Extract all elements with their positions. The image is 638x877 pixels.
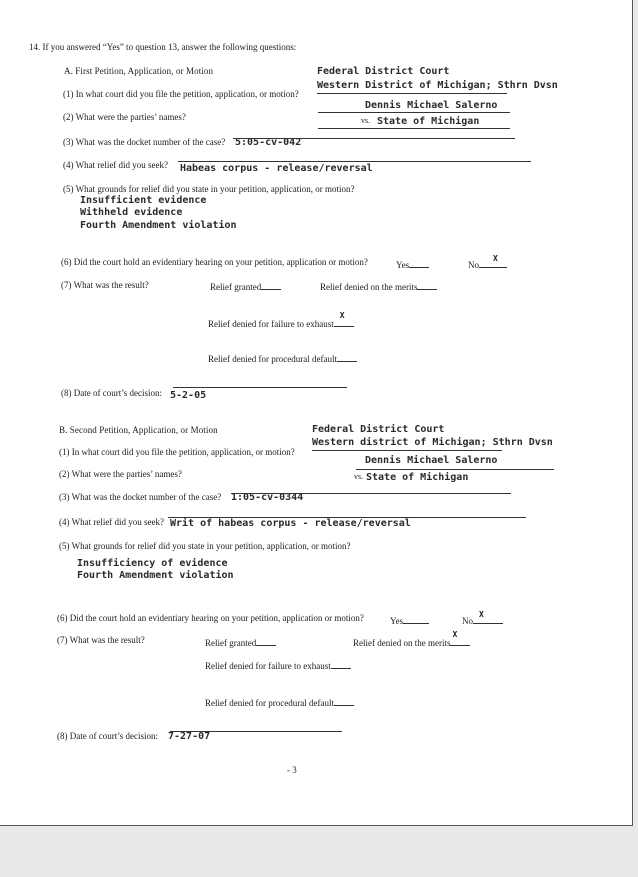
second-relief-default[interactable] xyxy=(205,696,354,708)
second-relief-underline xyxy=(168,517,526,518)
second-grounds-label: (5) What grounds for relief did you state in your petition, application, or motion? xyxy=(59,541,351,551)
first-docket-value: 5:05-cv-042 xyxy=(235,137,302,148)
second-relief-value: Writ of habeas corpus - release/reversal xyxy=(170,518,411,529)
yes-label: Yes xyxy=(390,616,404,626)
question-14-text: 14. If you answered “Yes” to question 13, answer the following questions: xyxy=(29,42,297,52)
first-no-mark: X xyxy=(493,254,498,263)
second-hearing-label: (6) Did the court hold an evidentiary hearing on your petition, application or motion? xyxy=(57,613,364,623)
second-docket-label: (3) What was the docket number of the case? xyxy=(59,492,222,502)
merits-label: Relief denied on the merits xyxy=(320,282,418,292)
exhaust-label: Relief denied for failure to exhaust xyxy=(205,661,331,671)
first-ground-1: Insufficient evidence xyxy=(80,195,207,206)
first-relief-default[interactable] xyxy=(208,352,357,364)
first-party1-underline xyxy=(318,112,510,113)
first-ground-2: Withheld evidence xyxy=(80,207,183,218)
second-relief-merits[interactable] xyxy=(353,630,470,648)
second-no-mark: X xyxy=(479,610,484,619)
first-hearing-no[interactable] xyxy=(468,254,507,270)
second-date-label: (8) Date of court’s decision: xyxy=(57,731,158,741)
second-court-line1: Federal District Court xyxy=(312,424,445,435)
default-label: Relief denied for procedural default xyxy=(208,354,337,364)
second-relief-label: (4) What relief did you seek? xyxy=(59,517,165,527)
first-date-value: 5-2-05 xyxy=(170,390,207,401)
no-label: No xyxy=(468,260,479,270)
default-label: Relief denied for procedural default xyxy=(205,698,334,708)
granted-label: Relief granted xyxy=(210,282,262,292)
first-relief-label: (4) What relief did you seek? xyxy=(63,160,169,170)
second-ground-2: Fourth Amendment violation xyxy=(77,570,234,581)
first-ground-3: Fourth Amendment violation xyxy=(80,220,237,231)
second-parties-label: (2) What were the parties’ names? xyxy=(59,469,182,479)
first-relief-merits[interactable] xyxy=(320,280,437,292)
second-merits-mark: X xyxy=(452,630,458,639)
first-relief-exhaust[interactable] xyxy=(208,311,354,329)
first-party2: State of Michigan xyxy=(377,116,480,127)
second-docket-value: 1:05-cv-0344 xyxy=(231,492,304,503)
first-vs: vs. xyxy=(361,116,371,125)
first-date-label: (8) Date of court’s decision: xyxy=(61,388,162,398)
first-result-label: (7) What was the result? xyxy=(61,280,149,290)
first-exhaust-mark: X xyxy=(339,311,345,320)
second-relief-exhaust[interactable] xyxy=(205,659,351,671)
section-a-heading: A. First Petition, Application, or Motion xyxy=(64,66,214,76)
second-hearing-yes[interactable] xyxy=(390,614,429,626)
first-court-label: (1) In what court did you file the petition, application, or motion? xyxy=(63,89,299,99)
first-relief-underline xyxy=(178,161,531,162)
second-vs: vs. xyxy=(354,472,364,481)
second-court-underline xyxy=(312,450,502,451)
second-court-line2: Western district of Michigan; Sthrn Dvsn xyxy=(312,437,553,448)
granted-label: Relief granted xyxy=(205,638,257,648)
yes-label: Yes xyxy=(396,260,410,270)
no-label: No xyxy=(462,616,473,626)
second-date-value: 7-27-07 xyxy=(168,731,211,742)
first-grounds-label: (5) What grounds for relief did you state in your petition, application, or motion? xyxy=(63,184,355,194)
first-docket-label: (3) What was the docket number of the case? xyxy=(63,137,226,147)
page-number: - 3 xyxy=(287,765,297,775)
first-date-underline xyxy=(173,387,347,388)
exhaust-label: Relief denied for failure to exhaust xyxy=(208,319,334,329)
second-hearing-no[interactable] xyxy=(462,610,503,626)
second-docket-underline xyxy=(231,493,511,494)
merits-label: Relief denied on the merits xyxy=(353,638,451,648)
first-relief-granted[interactable] xyxy=(210,280,281,292)
first-relief-value: Habeas corpus - release/reversal xyxy=(180,163,373,174)
first-party2-underline xyxy=(318,128,510,129)
section-b-heading: B. Second Petition, Application, or Motion xyxy=(59,425,218,435)
second-court-label: (1) In what court did you file the petition, application, or motion? xyxy=(59,447,295,457)
first-hearing-yes[interactable] xyxy=(396,258,429,270)
first-court-line2: Western District of Michigan; Sthrn Dvsn xyxy=(317,80,558,91)
second-result-label: (7) What was the result? xyxy=(57,635,145,645)
second-party2: State of Michigan xyxy=(366,472,469,483)
first-docket-underline xyxy=(233,138,515,139)
first-party1: Dennis Michael Salerno xyxy=(365,100,498,111)
second-relief-granted[interactable] xyxy=(205,636,276,648)
first-hearing-label: (6) Did the court hold an evidentiary hearing on your petition, application or motion? xyxy=(61,257,368,267)
second-party1-underline xyxy=(356,469,554,470)
first-parties-label: (2) What were the parties’ names? xyxy=(63,112,186,122)
first-court-underline xyxy=(317,93,507,94)
second-ground-1: Insufficiency of evidence xyxy=(77,558,228,569)
first-court-line1: Federal District Court xyxy=(317,66,450,77)
second-party1: Dennis Michael Salerno xyxy=(365,455,498,466)
